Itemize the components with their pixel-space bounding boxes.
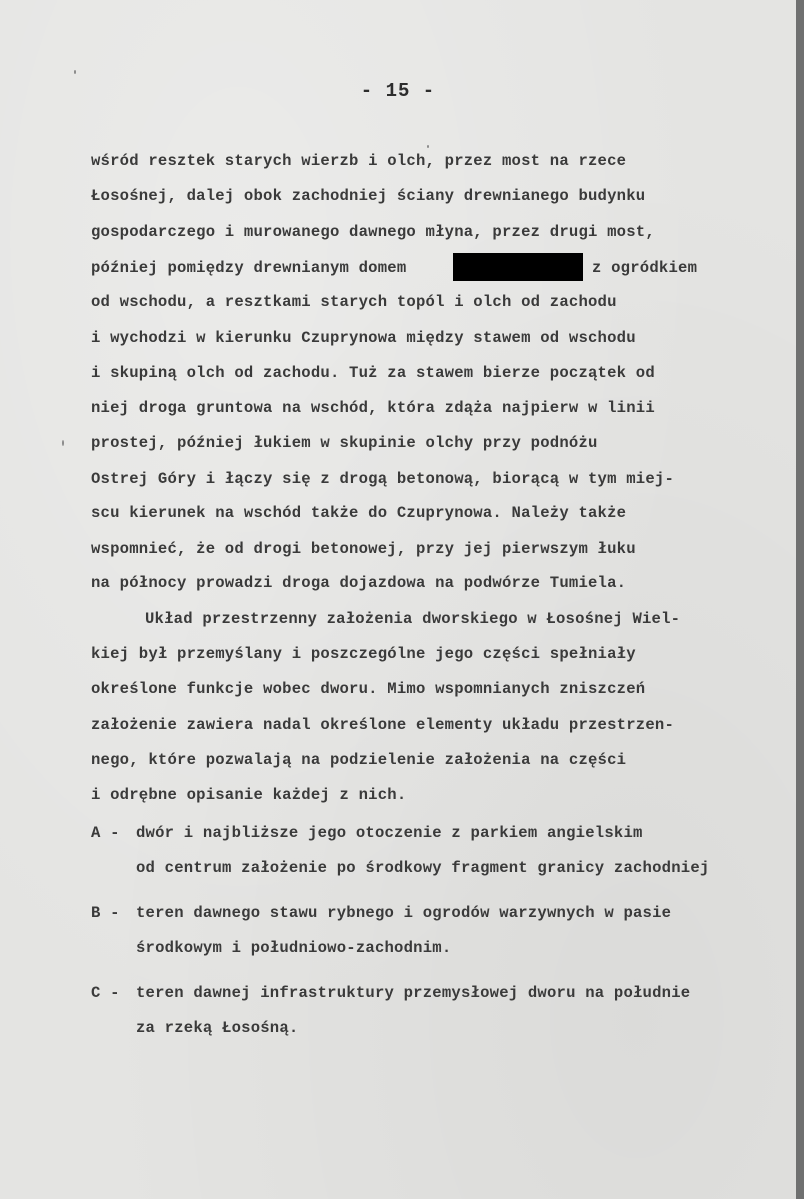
- body-line: z ogródkiem: [592, 259, 698, 277]
- body-line: gospodarczego i murowanego dawnego młyna, przez drugi most,: [91, 223, 655, 241]
- body-line: od wschodu, a resztkami starych topól i olch od zachodu: [91, 293, 617, 311]
- body-line: Układ przestrzenny założenia dworskiego w Łosośnej Wiel-: [145, 610, 681, 628]
- list-item-line: teren dawnej infrastruktury przemysłowej dworu na południe: [136, 984, 691, 1002]
- body-line: i odrębne opisanie każdej z nich.: [91, 786, 407, 804]
- body-line: na północy prowadzi droga dojazdowa na podwórze Tumiela.: [91, 574, 627, 592]
- body-line: i wychodzi w kierunku Czuprynowa między stawem od wschodu: [91, 329, 636, 347]
- list-item-line: teren dawnego stawu rybnego i ogrodów warzywnych w pasie: [136, 904, 672, 922]
- body-line: wśród resztek starych wierzb i olch, przez most na rzece: [91, 152, 627, 170]
- paper-speck: [74, 70, 76, 74]
- body-line: prostej, później łukiem w skupinie olchy przy podnóżu: [91, 434, 598, 452]
- body-line: określone funkcje wobec dworu. Mimo wspomnianych zniszczeń: [91, 680, 646, 698]
- body-line: niej droga gruntowa na wschód, która zdąża najpierw w linii: [91, 399, 655, 417]
- body-line: i skupiną olch od zachodu. Tuż za stawem bierze początek od: [91, 364, 655, 382]
- page-number: - 15 -: [360, 80, 436, 102]
- body-line: kiej był przemyślany i poszczególne jego części spełniały: [91, 645, 636, 663]
- redaction-block: [453, 253, 583, 281]
- body-line: założenie zawiera nadal określone elementy układu przestrzen-: [91, 716, 675, 734]
- body-line: wspomnieć, że od drogi betonowej, przy jej pierwszym łuku: [91, 540, 636, 558]
- list-item-line: od centrum założenie po środkowy fragment granicy zachodniej: [136, 859, 710, 877]
- body-line: Ostrej Góry i łączy się z drogą betonową, biorącą w tym miej-: [91, 470, 675, 488]
- body-line: nego, które pozwalają na podzielenie założenia na części: [91, 751, 627, 769]
- paper-speck: [427, 145, 429, 148]
- body-line: później pomiędzy drewnianym domem: [91, 259, 407, 277]
- body-line: scu kierunek na wschód także do Czuprynowa. Należy także: [91, 504, 627, 522]
- list-item-line: dwór i najbliższe jego otoczenie z parkiem angielskim: [136, 824, 643, 842]
- list-marker: B -: [91, 904, 120, 922]
- body-line: Łosośnej, dalej obok zachodniej ściany drewnianego budynku: [91, 187, 646, 205]
- list-marker: A -: [91, 824, 120, 842]
- paper-speck: [62, 440, 64, 446]
- scan-edge: [796, 0, 804, 1199]
- list-item-line: środkowym i południowo-zachodnim.: [136, 939, 452, 957]
- list-marker: C -: [91, 984, 120, 1002]
- list-item-line: za rzeką Łosośną.: [136, 1019, 299, 1037]
